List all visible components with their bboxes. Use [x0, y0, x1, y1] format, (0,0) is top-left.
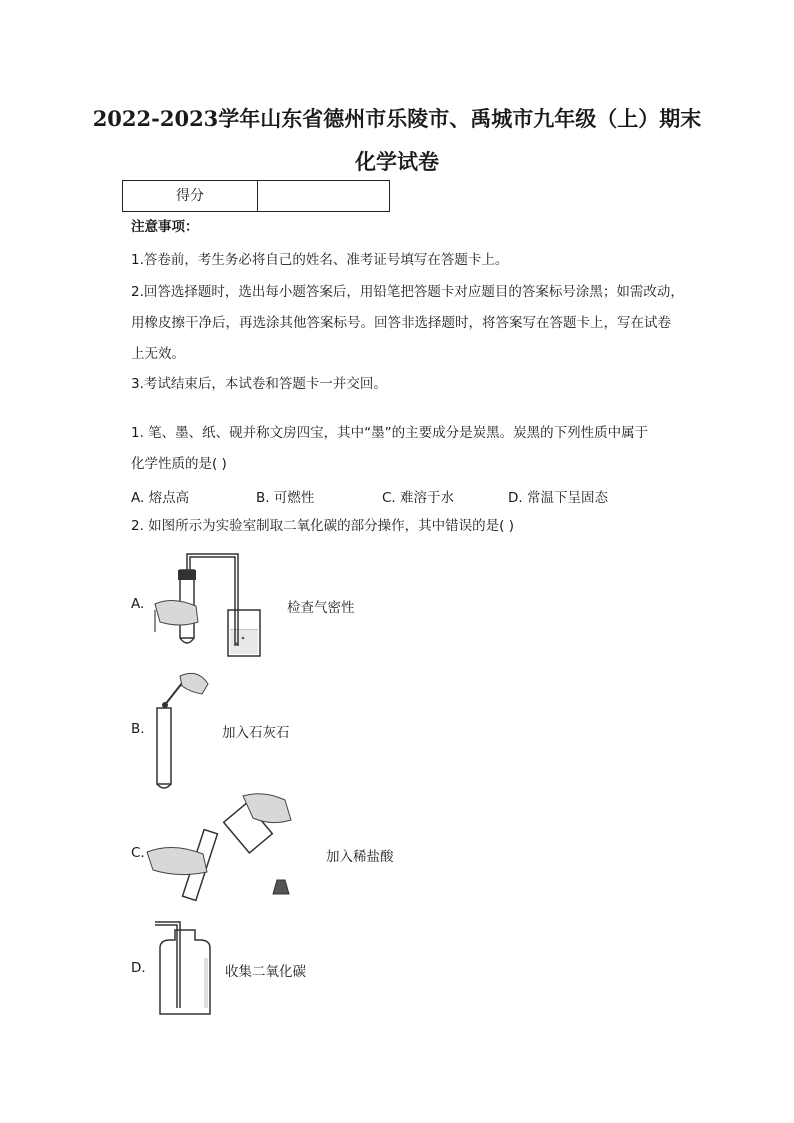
notice-item-2-line2: 用橡皮擦干净后，再选涂其他答案标号。回答非选择题时，将答案写在答题卡上，写在试卷 — [131, 315, 671, 331]
q1-option-c: C. 难溶于水 — [382, 490, 455, 506]
exam-title-line2: 化学试卷 — [355, 149, 439, 174]
notice-item-2-line1: 2.回答选择题时，选出每小题答案后，用铅笔把答题卡对应题目的答案标号涂黑；如需改动， — [131, 284, 684, 300]
q2-option-d-text: 收集二氧化碳 — [225, 964, 306, 980]
airtightness-check-figure — [150, 548, 270, 663]
q1-option-a: A. 熔点高 — [131, 490, 190, 506]
q1-stem-line1: 1. 笔、墨、纸、砚并称文房四宝，其中“墨”的主要成分是炭黑。炭黑的下列性质中属于 — [131, 425, 649, 441]
notice-item-3: 3.考试结束后，本试卷和答题卡一并交回。 — [131, 376, 387, 392]
q1-option-d: D. 常温下呈固态 — [508, 490, 608, 506]
add-hydrochloric-acid-figure — [145, 790, 315, 915]
q2-option-b-text: 加入石灰石 — [222, 725, 290, 741]
notice-heading: 注意事项： — [131, 219, 199, 235]
q2-stem: 2. 如图所示为实验室制取二氧化碳的部分操作，其中错误的是( ) — [131, 518, 514, 534]
q1-stem-line2: 化学性质的是( ) — [131, 456, 227, 472]
q2-option-b-letter: B. — [131, 721, 145, 737]
q2-option-c-text: 加入稀盐酸 — [326, 849, 394, 865]
q2-option-a-text: 检查气密性 — [287, 600, 355, 616]
q2-option-c-letter: C. — [131, 845, 145, 861]
score-table — [122, 180, 390, 212]
notice-item-2-line3: 上无效。 — [131, 346, 185, 362]
score-value-cell — [258, 181, 389, 211]
score-label: 得分 — [123, 181, 258, 211]
q2-option-a-letter: A. — [131, 596, 145, 612]
add-limestone-figure — [150, 664, 220, 790]
exam-title-line1: 2022-2023学年山东省德州市乐陵市、禹城市九年级（上）期末 — [92, 106, 702, 131]
q2-option-d-letter: D. — [131, 960, 146, 976]
notice-item-1: 1.答卷前，考生务必将自己的姓名、准考证号填写在答题卡上。 — [131, 252, 509, 268]
collect-co2-figure — [150, 918, 220, 1018]
q1-option-b: B. 可燃性 — [256, 490, 315, 506]
